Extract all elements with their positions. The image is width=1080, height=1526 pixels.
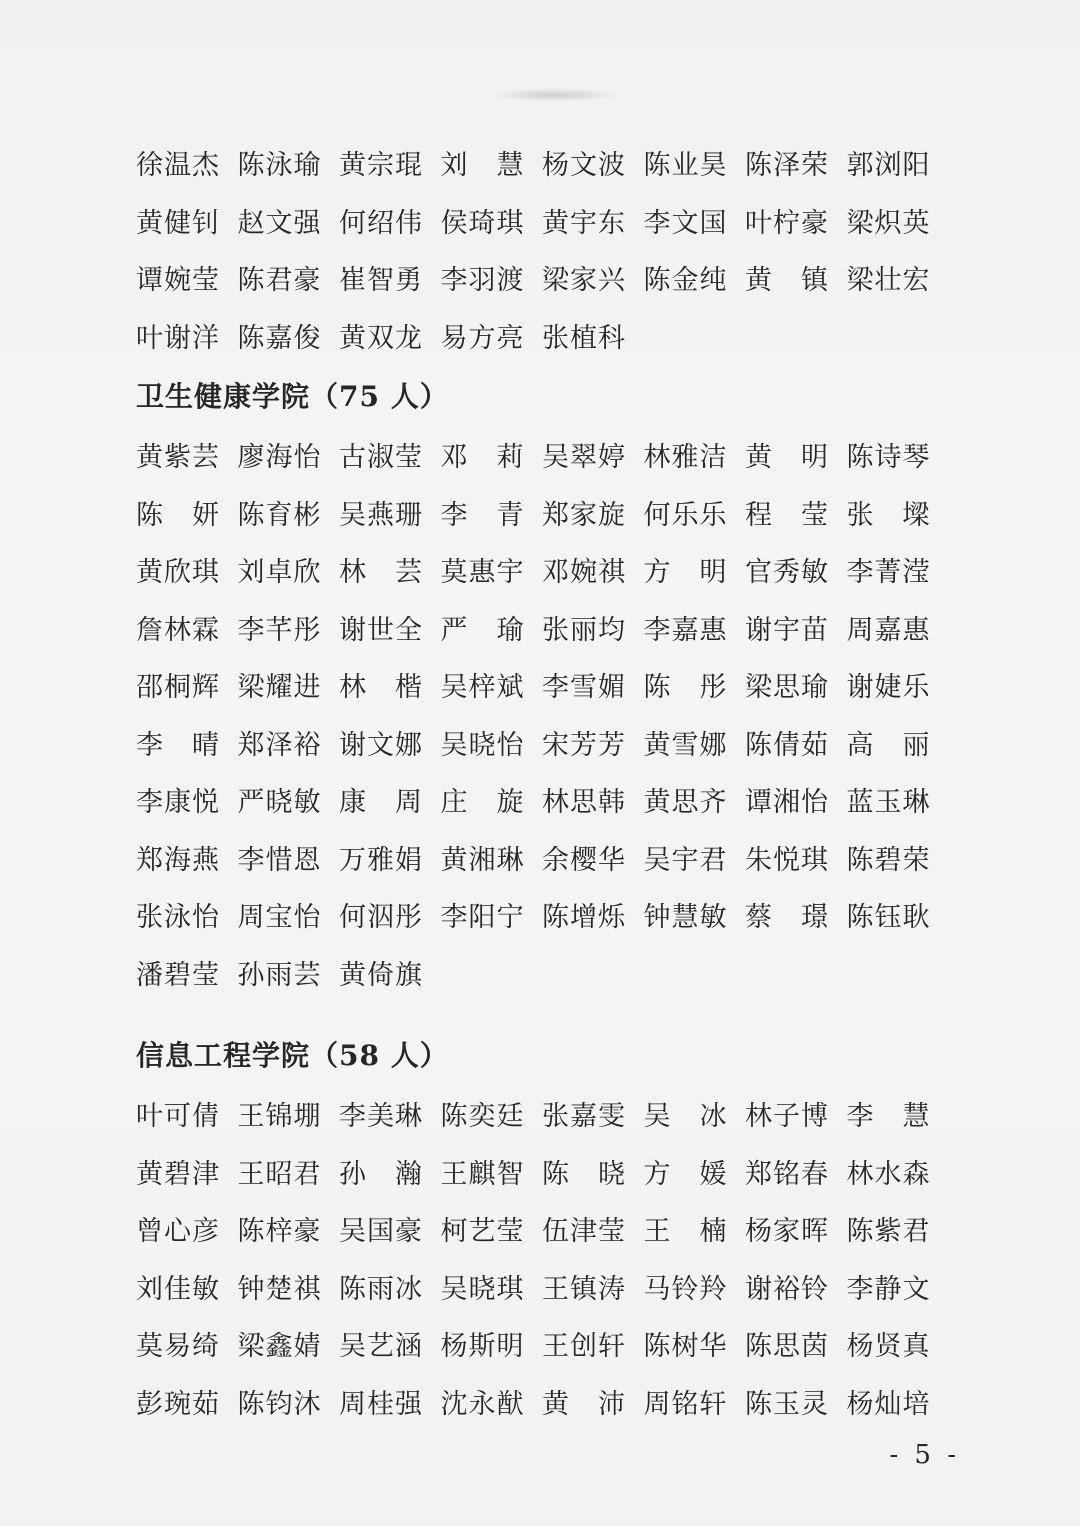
person-name: 陈金纯 — [643, 265, 728, 297]
person-name: 马铃羚 — [643, 1273, 728, 1305]
person-name: 李静文 — [846, 1273, 931, 1305]
person-name: 叶柠豪 — [745, 207, 829, 239]
name-list — [136, 134, 946, 1430]
person-name: 吴晓怡 — [440, 729, 525, 761]
person-name: 陈钧沐 — [237, 1388, 322, 1420]
name-row — [136, 1143, 946, 1201]
person-name: 莫易绮 — [136, 1331, 220, 1363]
person-name: 张植科 — [542, 322, 626, 354]
person-name: 王 楠 — [643, 1216, 728, 1248]
person-name: 张 墚 — [846, 499, 931, 531]
person-name: 黄宇东 — [542, 207, 626, 239]
person-name: 林雅洁 — [643, 442, 728, 474]
person-name: 曾心彦 — [136, 1216, 220, 1248]
sections-container — [136, 364, 946, 1430]
person-name: 黄双龙 — [339, 322, 423, 354]
name-row — [136, 134, 946, 192]
person-name: 郑铭春 — [745, 1158, 829, 1190]
person-name: 王麒智 — [440, 1158, 525, 1190]
person-name: 吴 冰 — [643, 1101, 728, 1133]
person-name: 杨灿培 — [846, 1388, 931, 1420]
person-name: 郑泽裕 — [237, 729, 322, 761]
person-name: 林子博 — [745, 1101, 829, 1133]
person-name: 伍津莹 — [542, 1216, 626, 1248]
person-name: 林 芸 — [339, 557, 423, 589]
person-name: 黄碧津 — [136, 1158, 220, 1190]
person-name: 易方亮 — [440, 322, 525, 354]
person-name: 钟慧敏 — [643, 902, 728, 934]
person-name: 谢裕铃 — [745, 1273, 829, 1305]
person-name: 蓝玉琳 — [846, 787, 931, 819]
person-name: 孙 瀚 — [339, 1158, 423, 1190]
person-name: 黄 明 — [745, 442, 829, 474]
person-name: 陈钰耿 — [846, 902, 931, 934]
name-row — [136, 771, 946, 829]
person-name: 林 楷 — [339, 672, 423, 704]
section-names — [136, 1085, 946, 1430]
person-name: 严 瑜 — [440, 614, 525, 646]
person-name: 崔智勇 — [339, 265, 423, 297]
person-name: 黄健钊 — [136, 207, 220, 239]
person-name: 黄倚旗 — [339, 959, 423, 991]
person-name: 李阳宁 — [440, 902, 525, 934]
person-name: 詹林霖 — [136, 614, 220, 646]
person-name: 万雅娟 — [339, 844, 423, 876]
person-name: 陈倩茹 — [745, 729, 829, 761]
person-name: 陈 晓 — [542, 1158, 626, 1190]
person-name: 陈紫君 — [846, 1216, 931, 1248]
person-name: 陈梓豪 — [237, 1216, 322, 1248]
person-name: 周宝怡 — [237, 902, 322, 934]
person-name: 吴燕珊 — [339, 499, 423, 531]
person-name: 潘碧莹 — [136, 959, 220, 991]
person-name: 梁壮宏 — [846, 265, 931, 297]
person-name: 王昭君 — [237, 1158, 322, 1190]
person-name: 邓婉祺 — [542, 557, 626, 589]
person-name: 孙雨芸 — [237, 959, 322, 991]
person-name: 谢宇苗 — [745, 614, 829, 646]
person-name: 陈嘉俊 — [237, 322, 322, 354]
person-name: 黄欣琪 — [136, 557, 220, 589]
person-name: 黄思齐 — [643, 787, 728, 819]
person-name: 李 青 — [440, 499, 525, 531]
person-name: 陈碧荣 — [846, 844, 931, 876]
person-name: 官秀敏 — [745, 557, 829, 589]
name-row — [136, 599, 946, 657]
person-name: 陈君豪 — [237, 265, 322, 297]
person-name: 陈 彤 — [643, 672, 728, 704]
name-row — [136, 656, 946, 714]
person-name: 刘佳敏 — [136, 1273, 220, 1305]
person-name: 黄 镇 — [745, 265, 829, 297]
name-row — [136, 886, 946, 944]
person-name: 余樱华 — [542, 844, 626, 876]
person-name: 李嘉惠 — [643, 614, 728, 646]
person-name: 叶可倩 — [136, 1101, 220, 1133]
person-name: 杨文波 — [542, 150, 626, 182]
person-name: 邵桐辉 — [136, 672, 220, 704]
person-name: 陈思茵 — [745, 1331, 829, 1363]
person-name: 陈泽荣 — [745, 150, 829, 182]
person-name: 陈雨冰 — [339, 1273, 423, 1305]
person-name: 林水森 — [846, 1158, 931, 1190]
person-name: 刘 慧 — [440, 150, 525, 182]
person-name: 方 明 — [643, 557, 728, 589]
person-name: 黄湘琳 — [440, 844, 525, 876]
person-name: 李 晴 — [136, 729, 220, 761]
person-name: 张嘉雯 — [542, 1101, 626, 1133]
person-name: 吴宇君 — [643, 844, 728, 876]
person-name: 李 慧 — [846, 1101, 931, 1133]
person-name: 沈永猷 — [440, 1388, 525, 1420]
person-name: 莫惠宇 — [440, 557, 525, 589]
person-name: 徐温杰 — [136, 150, 220, 182]
person-name: 李惜恩 — [237, 844, 322, 876]
person-name: 谢世全 — [339, 614, 423, 646]
person-name: 郭浏阳 — [846, 150, 931, 182]
name-row — [136, 1373, 946, 1431]
name-row — [136, 307, 946, 365]
page-number: - 5 - — [889, 1440, 960, 1470]
person-name: 梁鑫婧 — [237, 1331, 322, 1363]
person-name: 陈增烁 — [542, 902, 626, 934]
section-title: 卫生健康学院（75 人） — [136, 380, 449, 413]
person-name: 侯琦琪 — [440, 207, 525, 239]
person-name: 王创轩 — [542, 1331, 626, 1363]
person-name: 庄 旋 — [440, 787, 525, 819]
person-name: 钟楚祺 — [237, 1273, 322, 1305]
person-name: 杨贤真 — [846, 1331, 931, 1363]
person-name: 周嘉惠 — [846, 614, 931, 646]
person-name: 李康悦 — [136, 787, 220, 819]
section-title: 信息工程学院（58 人） — [136, 1039, 449, 1072]
person-name: 林思韩 — [542, 787, 626, 819]
person-name: 吴艺涵 — [339, 1331, 423, 1363]
person-name: 康 周 — [339, 787, 423, 819]
name-row — [136, 714, 946, 772]
person-name: 张丽均 — [542, 614, 626, 646]
person-name: 梁思瑜 — [745, 672, 829, 704]
person-name: 陈 妍 — [136, 499, 220, 531]
person-name: 宋芳芳 — [542, 729, 626, 761]
person-name: 陈泳瑜 — [237, 150, 322, 182]
person-name: 吴翠婷 — [542, 442, 626, 474]
person-name: 梁炽英 — [846, 207, 931, 239]
person-name: 吴梓斌 — [440, 672, 525, 704]
person-name: 张泳怡 — [136, 902, 220, 934]
name-row — [136, 192, 946, 250]
person-name: 廖海怡 — [237, 442, 322, 474]
person-name: 程 莹 — [745, 499, 829, 531]
person-name: 严晓敏 — [237, 787, 322, 819]
person-name: 李文国 — [643, 207, 728, 239]
person-name: 方 媛 — [643, 1158, 728, 1190]
person-name: 何泅彤 — [339, 902, 423, 934]
section-names — [136, 426, 946, 1001]
person-name: 郑海燕 — [136, 844, 220, 876]
person-name: 李雪媚 — [542, 672, 626, 704]
person-name: 黄雪娜 — [643, 729, 728, 761]
name-row — [136, 541, 946, 599]
person-name: 黄宗琨 — [339, 150, 423, 182]
person-name: 邓 莉 — [440, 442, 525, 474]
person-name: 陈诗琴 — [846, 442, 931, 474]
person-name: 黄紫芸 — [136, 442, 220, 474]
person-name: 陈玉灵 — [745, 1388, 829, 1420]
name-row — [136, 249, 946, 307]
continued-name-block — [136, 134, 946, 364]
person-name: 彭琬茹 — [136, 1388, 220, 1420]
person-name: 黄 沛 — [542, 1388, 626, 1420]
person-name: 吴国豪 — [339, 1216, 423, 1248]
person-name: 李菁滢 — [846, 557, 931, 589]
person-name: 柯艺莹 — [440, 1216, 525, 1248]
person-name: 赵文强 — [237, 207, 322, 239]
name-row — [136, 1315, 946, 1373]
person-name: 蔡 璟 — [745, 902, 829, 934]
person-name: 陈奕廷 — [440, 1101, 525, 1133]
person-name: 刘卓欣 — [237, 557, 322, 589]
person-name: 王镇涛 — [542, 1273, 626, 1305]
person-name: 李芊彤 — [237, 614, 322, 646]
person-name: 吴晓琪 — [440, 1273, 525, 1305]
name-row — [136, 484, 946, 542]
person-name: 高 丽 — [846, 729, 931, 761]
person-name: 谭婉莹 — [136, 265, 220, 297]
name-row — [136, 1200, 946, 1258]
person-name: 古淑莹 — [339, 442, 423, 474]
person-name: 陈业昊 — [643, 150, 728, 182]
person-name: 谢婕乐 — [846, 672, 931, 704]
person-name: 叶谢洋 — [136, 322, 220, 354]
person-name: 李美琳 — [339, 1101, 423, 1133]
person-name: 杨家晖 — [745, 1216, 829, 1248]
name-row — [136, 944, 946, 1002]
person-name: 谢文娜 — [339, 729, 423, 761]
person-name: 陈育彬 — [237, 499, 322, 531]
person-name: 何乐乐 — [643, 499, 728, 531]
person-name: 周桂强 — [339, 1388, 423, 1420]
person-name: 梁家兴 — [542, 265, 626, 297]
scan-smudge — [490, 88, 620, 102]
person-name: 梁耀进 — [237, 672, 322, 704]
person-name: 何绍伟 — [339, 207, 423, 239]
name-row — [136, 1258, 946, 1316]
person-name: 郑家旋 — [542, 499, 626, 531]
person-name: 杨斯明 — [440, 1331, 525, 1363]
person-name: 谭湘怡 — [745, 787, 829, 819]
name-row — [136, 829, 946, 887]
name-row — [136, 1085, 946, 1143]
person-name: 周铭轩 — [643, 1388, 728, 1420]
person-name: 王锦堋 — [237, 1101, 322, 1133]
person-name: 李羽渡 — [440, 265, 525, 297]
person-name: 陈树华 — [643, 1331, 728, 1363]
person-name: 朱悦琪 — [745, 844, 829, 876]
name-row — [136, 426, 946, 484]
